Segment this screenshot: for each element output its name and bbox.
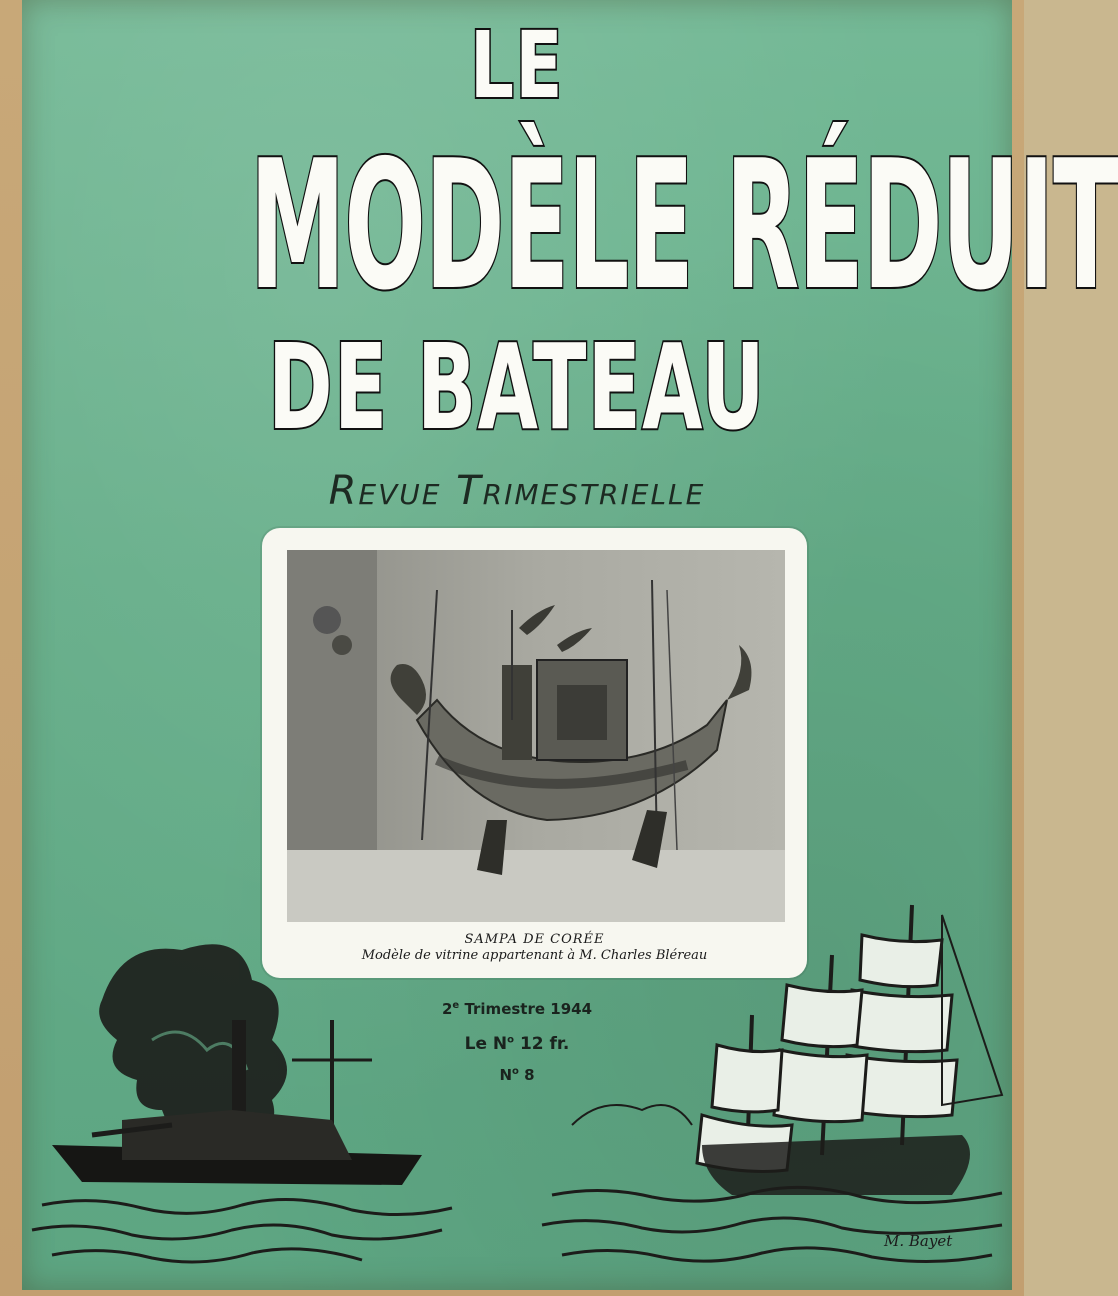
quarter-number: 2 [441, 1000, 453, 1018]
boat-photo [287, 550, 785, 922]
issue-o: o [512, 1066, 519, 1077]
quarter-suffix: e [452, 1000, 460, 1011]
sailing-ship-illustration [542, 895, 1012, 1275]
price-value: 12 [519, 1034, 544, 1054]
artist-signature: M. Bayet [884, 1232, 953, 1250]
price-prefix: Le N [464, 1034, 508, 1054]
title-de-bateau: DE BATEAU [268, 318, 766, 456]
title-le: LE [469, 12, 565, 119]
title-modele-reduit: MODÈLE RÉDUIT [249, 122, 1118, 329]
photo-caption-title: SAMPA DE CORÉE [464, 932, 605, 947]
subtitle-revue-trimestrielle: Revue Trimestrielle [328, 468, 706, 514]
price-unit: fr. [549, 1034, 570, 1054]
issue-number: 8 [524, 1066, 535, 1084]
warship-illustration [32, 920, 472, 1270]
quarter-label: Trimestre 1944 [464, 1000, 593, 1018]
korean-sampan-model-image [287, 550, 785, 922]
photo-caption-description: Modèle de vitrine appartenant à M. Charles Bléreau [361, 948, 708, 963]
issue-prefix: N [499, 1066, 512, 1084]
magazine-cover [22, 0, 1118, 1290]
price-o: o [507, 1034, 515, 1046]
